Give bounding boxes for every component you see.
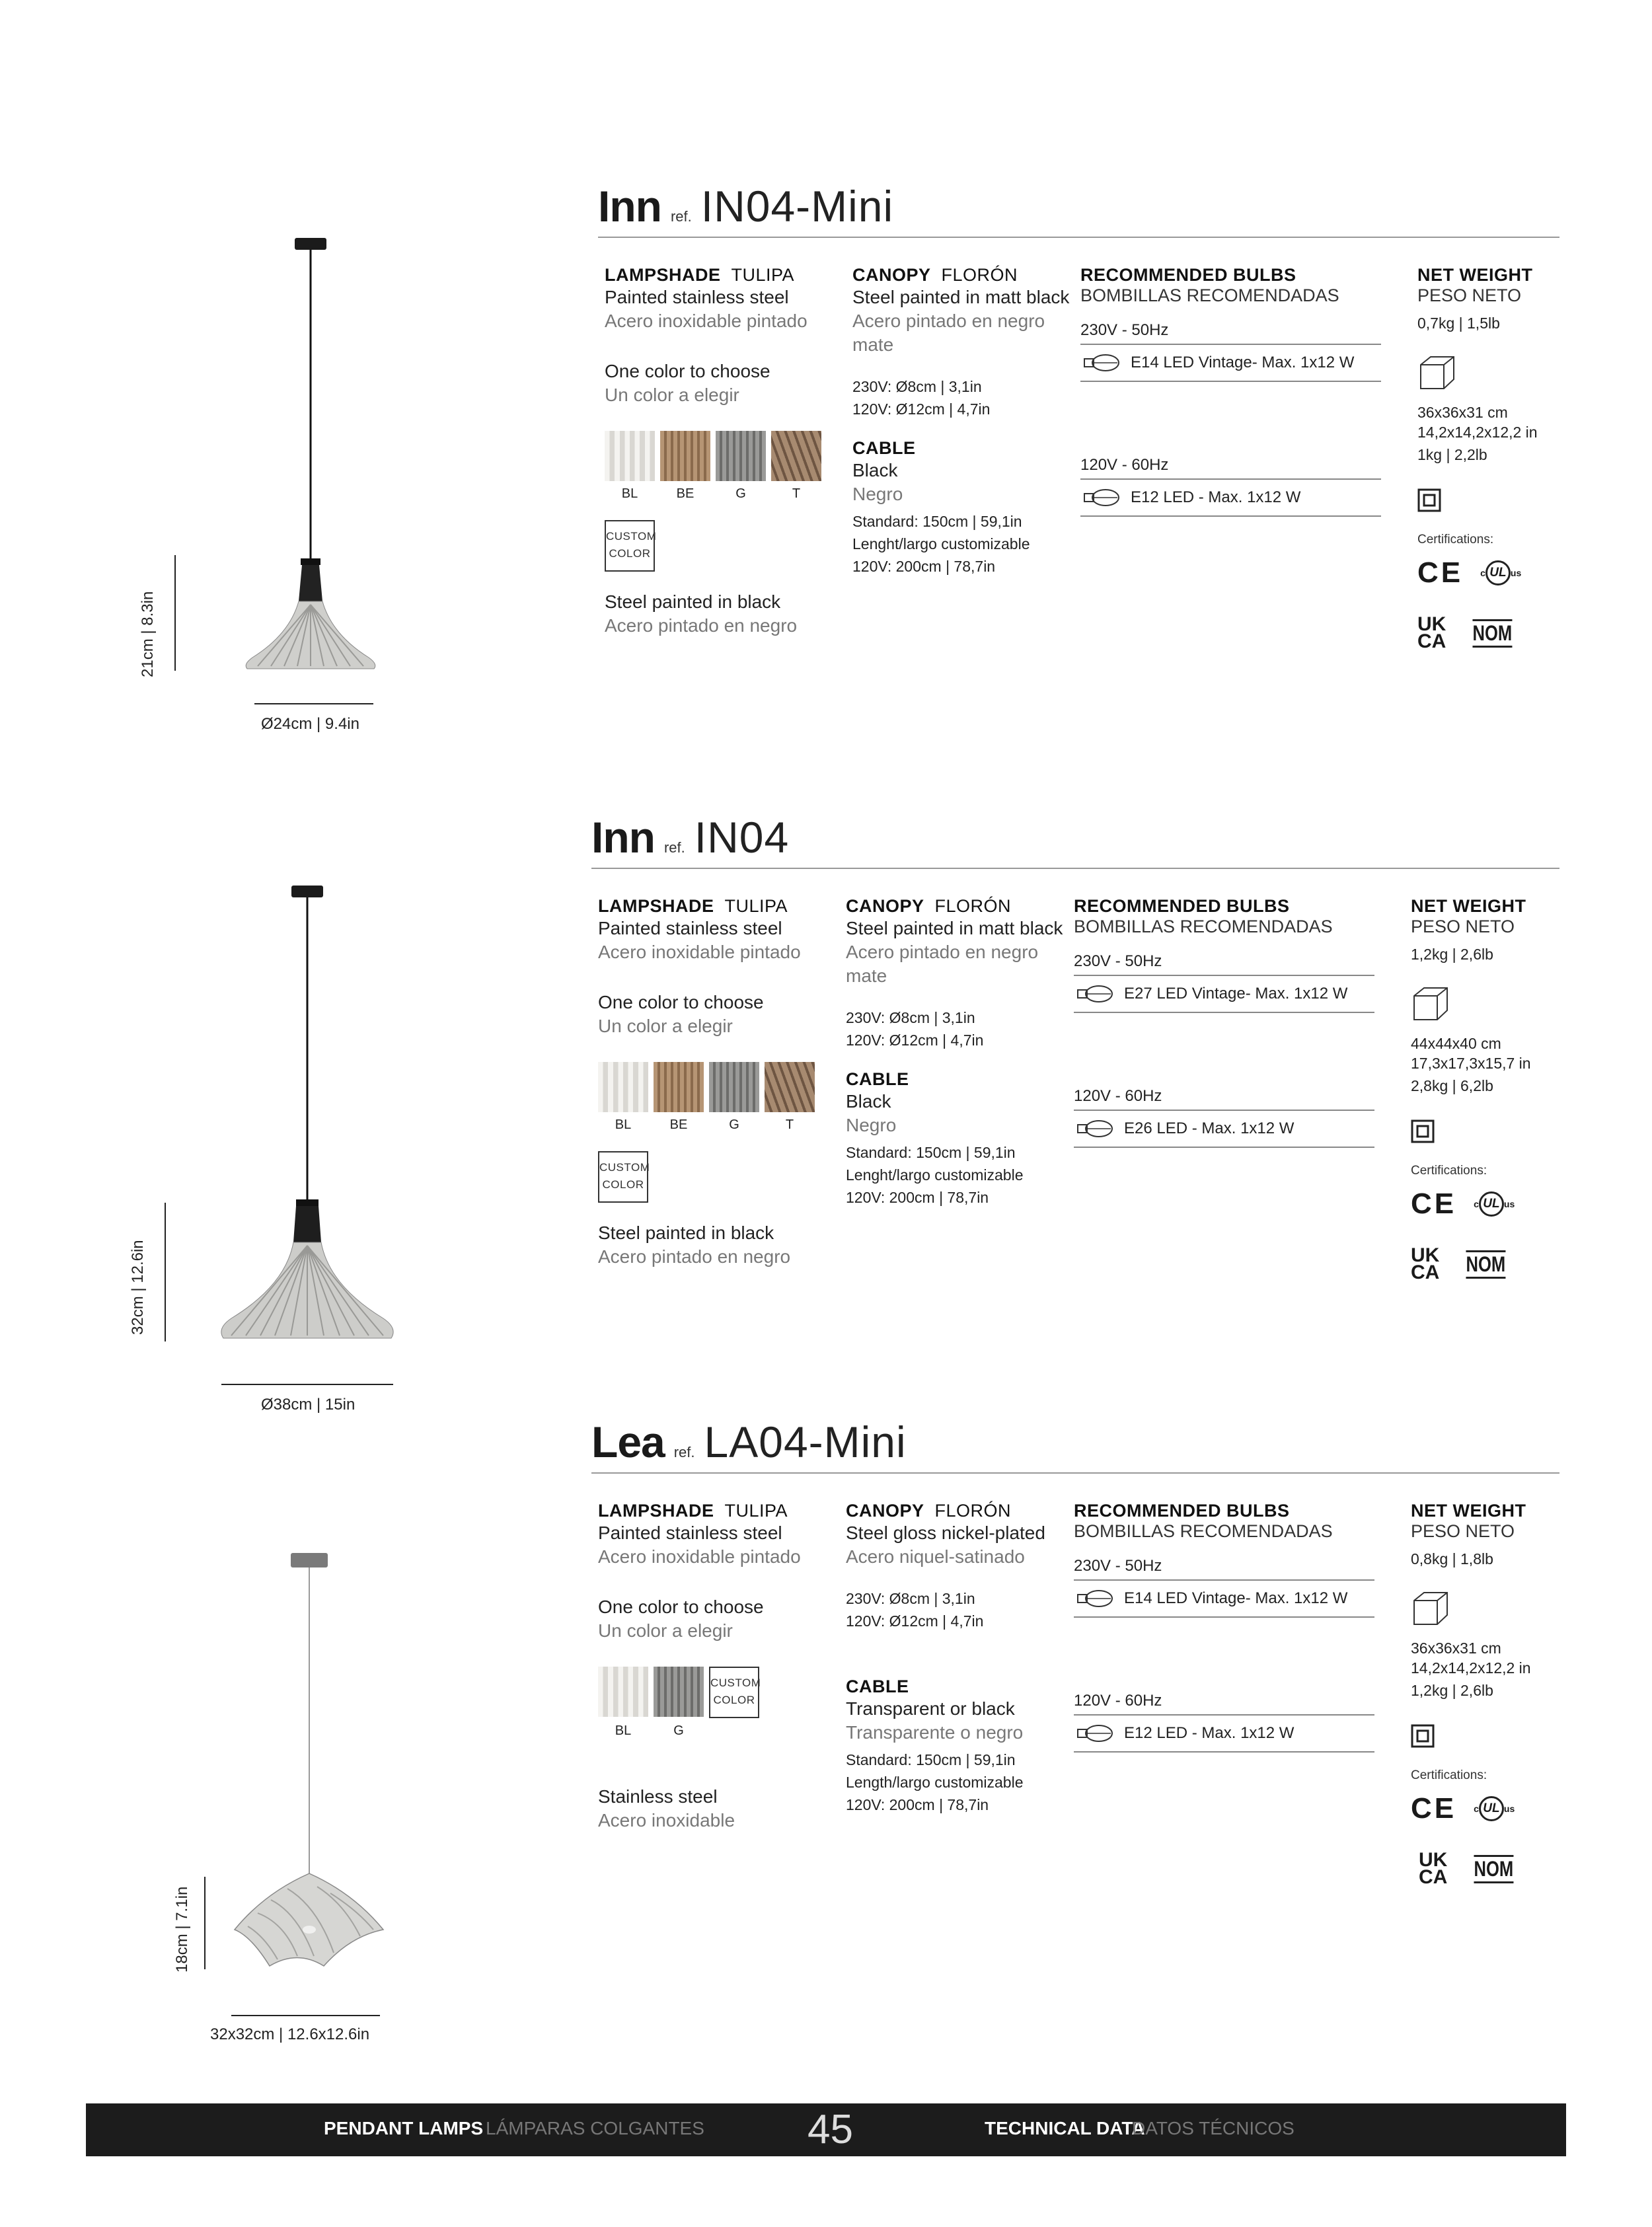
lamp-drawing [99, 1408, 562, 2055]
lampshade-heading-es: TULIPA [724, 896, 788, 916]
lamp-illustration [99, 172, 562, 767]
ce-mark: CE [1411, 1792, 1457, 1825]
ul-c-label: c [1474, 1803, 1479, 1814]
finish: Stainless steel [598, 1786, 718, 1807]
swatch-be[interactable] [654, 1062, 704, 1112]
canopy-column [852, 264, 1070, 578]
gross-weight: 1kg | 2,2lb [1417, 446, 1487, 463]
bulbs-column [1080, 264, 1391, 517]
cable-custom: Lenght/largo customizable [852, 535, 1030, 552]
cable-color: Black [852, 460, 898, 480]
footer-chapter-es: DATOS TÉCNICOS [1132, 2118, 1295, 2138]
net-weight: 0,7kg | 1,5lb [1417, 315, 1500, 332]
lampshade-material: Painted stainless steel [598, 1523, 782, 1543]
finish-es: Acero pintado en negro [605, 615, 798, 636]
ul-circle: UL [1479, 1191, 1504, 1217]
ref-label: ref. [673, 1444, 695, 1460]
bulbs-column [1074, 1500, 1384, 1753]
product-name: Inn [591, 813, 655, 862]
cert-row-2 [1411, 1849, 1583, 1888]
product-name: Lea [591, 1417, 665, 1466]
canopy-heading-es: FLORÓN [941, 265, 1018, 285]
certifications-label: Certifications: [1417, 533, 1494, 547]
box-size-in: 14,2x14,2x12,2 in [1417, 424, 1538, 441]
bulb-icon [1074, 1119, 1115, 1139]
canopy-size-230: 230V: Ø8cm | 3,1in [846, 1590, 975, 1607]
canopy-heading-es: FLORÓN [934, 896, 1012, 916]
bulb-230 [1074, 1581, 1374, 1618]
ul-c-label: c [1474, 1199, 1479, 1209]
canopy-size-230: 230V: Ø8cm | 3,1in [852, 378, 982, 395]
ul-circle: UL [1485, 560, 1511, 585]
bulb-120 [1074, 1111, 1374, 1148]
canopy-size-120: 120V: Ø12cm | 4,7in [846, 1612, 984, 1630]
ref-code: LA04-Mini [704, 1417, 907, 1466]
color-choice: One color to choose [598, 1597, 764, 1617]
product-inn [0, 803, 1652, 1414]
weight-column [1411, 895, 1583, 1281]
class-ii-icon [1411, 1724, 1435, 1748]
swatch-label: G [735, 486, 746, 501]
bulbs-heading-es: BOMBILLAS RECOMENDADAS [1080, 285, 1339, 305]
swatch-be[interactable] [660, 431, 710, 481]
voltage-230: 230V - 50Hz [1074, 1557, 1374, 1581]
custom-color-badge[interactable] [598, 1151, 648, 1203]
cable-heading: CABLE [846, 1677, 909, 1696]
swatch-g[interactable] [709, 1062, 759, 1112]
bulb-120-label: E12 LED - Max. 1x12 W [1124, 1724, 1295, 1742]
canopy-material-es: Acero pintado en negro mate [846, 942, 1039, 986]
lamp-drawing [99, 172, 562, 767]
box-icon [1411, 984, 1450, 1024]
net-weight: 1,2kg | 2,6lb [1411, 946, 1493, 963]
canopy-heading-es: FLORÓN [934, 1501, 1012, 1521]
width-dimension: Ø38cm | 15in [261, 1396, 356, 1414]
swatch-label: G [673, 1723, 684, 1738]
ul-c-label: c [1480, 568, 1485, 578]
cable-standard: Standard: 150cm | 59,1in [846, 1751, 1016, 1768]
canopy-column [846, 1500, 1064, 1816]
color-choice-es: Un color a elegir [605, 385, 739, 405]
nom-mark: NOM [1466, 1250, 1505, 1279]
weight-heading-es: PESO NETO [1411, 917, 1515, 936]
bulbs-heading: RECOMMENDED BULBS [1074, 1501, 1290, 1521]
bulb-120-label: E12 LED - Max. 1x12 W [1131, 488, 1301, 506]
weight-column [1411, 1500, 1583, 1886]
ul-us-label: us [1503, 1199, 1515, 1209]
cable-color-es: Transparente o negro [846, 1722, 1024, 1743]
color-choice-es: Un color a elegir [598, 1016, 733, 1036]
cable-standard: Standard: 150cm | 59,1in [852, 513, 1022, 530]
product-header [591, 1417, 1559, 1474]
bulb-icon [1074, 984, 1115, 1004]
canopy-material: Steel gloss nickel-plated [846, 1523, 1045, 1543]
cable-120v: 120V: 200cm | 78,7in [846, 1796, 989, 1813]
ul-circle: UL [1479, 1796, 1504, 1821]
bulb-230 [1080, 345, 1381, 382]
cable-120v: 120V: 200cm | 78,7in [846, 1189, 989, 1206]
canopy-column [846, 895, 1064, 1209]
canopy-size-120: 120V: Ø12cm | 4,7in [852, 400, 991, 418]
product-lea-mini [0, 1408, 1652, 2055]
cert-row-2 [1417, 613, 1589, 652]
page-footer [86, 2103, 1566, 2156]
ukca-mark: UK CA [1419, 1849, 1448, 1888]
lampshade-material-es: Acero inoxidable pintado [605, 311, 807, 331]
cable-color-es: Negro [852, 484, 903, 504]
swatch-g[interactable] [716, 431, 766, 481]
cert-row-1 [1411, 1792, 1583, 1825]
bulb-icon [1074, 1589, 1115, 1608]
cable-custom: Lenght/largo customizable [846, 1166, 1024, 1184]
gross-weight: 2,8kg | 6,2lb [1411, 1077, 1493, 1094]
nom-mark: NOM [1472, 619, 1512, 648]
bulbs-heading-es: BOMBILLAS RECOMENDADAS [1074, 917, 1333, 936]
lampshade-heading-es: TULIPA [731, 265, 795, 285]
cable-color: Black [846, 1091, 891, 1112]
color-label: COLOR [713, 1694, 755, 1706]
swatch-label: G [729, 1117, 739, 1132]
canopy-heading: CANOPY [852, 265, 931, 285]
lampshade-material: Painted stainless steel [598, 918, 782, 938]
finish-es: Acero pintado en negro [598, 1246, 791, 1267]
swatch-bl[interactable] [598, 1667, 648, 1717]
ul-us-label: us [1510, 568, 1522, 578]
height-dimension: 32cm | 12.6in [129, 1240, 147, 1335]
box-size-cm: 36x36x31 cm [1417, 404, 1508, 421]
cert-row-1 [1417, 556, 1589, 589]
ul-us-label: us [1503, 1803, 1515, 1814]
weight-column [1417, 264, 1589, 650]
finish: Steel painted in black [605, 591, 781, 612]
bulbs-heading: RECOMMENDED BULBS [1080, 265, 1296, 285]
custom-label: CUSTOM [710, 1677, 761, 1689]
bulb-230-label: E14 LED Vintage- Max. 1x12 W [1124, 1589, 1348, 1607]
swatch-label: T [785, 1117, 794, 1132]
cable-standard: Standard: 150cm | 59,1in [846, 1144, 1016, 1161]
ul-mark [1474, 1796, 1515, 1821]
color-choice: One color to choose [598, 992, 764, 1012]
bulb-230-label: E27 LED Vintage- Max. 1x12 W [1124, 985, 1348, 1002]
lampshade-material: Painted stainless steel [605, 287, 789, 307]
color-choice-es: Un color a elegir [598, 1620, 733, 1641]
cable-color-es: Negro [846, 1115, 897, 1135]
lampshade-column [598, 895, 836, 1269]
swatch-labels [605, 486, 843, 502]
cert-row-1 [1411, 1188, 1583, 1221]
swatch-g[interactable] [654, 1667, 704, 1717]
weight-heading: NET WEIGHT [1417, 265, 1533, 285]
cable-custom: Length/largo customizable [846, 1774, 1024, 1791]
voltage-120: 120V - 60Hz [1080, 456, 1381, 480]
canopy-size-230: 230V: Ø8cm | 3,1in [846, 1009, 975, 1026]
weight-heading-es: PESO NETO [1417, 285, 1522, 305]
swatch-t[interactable] [765, 1062, 815, 1112]
finish-es: Acero inoxidable [598, 1810, 735, 1831]
footer-section-en: PENDANT LAMPS [324, 2118, 484, 2138]
swatch-label: BL [615, 1117, 632, 1132]
ukca-mark: UK CA [1417, 613, 1446, 652]
cable-heading: CABLE [852, 438, 916, 458]
swatch-label: BE [669, 1117, 688, 1132]
certifications-label: Certifications: [1411, 1164, 1487, 1178]
weight-heading-es: PESO NETO [1411, 1521, 1515, 1541]
color-swatches [605, 431, 843, 481]
swatch-label: BL [621, 486, 638, 501]
ul-mark [1480, 560, 1521, 585]
ce-mark: CE [1417, 556, 1464, 589]
ce-mark: CE [1411, 1188, 1457, 1220]
swatch-bl[interactable] [605, 431, 655, 481]
finish: Steel painted in black [598, 1223, 774, 1243]
footer-chapter-en: TECHNICAL DATA [985, 2118, 1145, 2138]
custom-label: CUSTOM [599, 1161, 650, 1174]
width-dimension: Ø24cm | 9.4in [261, 715, 359, 733]
bulbs-heading: RECOMMENDED BULBS [1074, 896, 1290, 916]
width-dimension: 32x32cm | 12.6x12.6in [210, 2025, 370, 2043]
certifications-label: Certifications: [1411, 1768, 1487, 1782]
canopy-size-120: 120V: Ø12cm | 4,7in [846, 1032, 984, 1049]
canopy-material: Steel painted in matt black [846, 918, 1063, 938]
cable-color: Transparent or black [846, 1698, 1015, 1719]
bulb-120 [1074, 1716, 1374, 1753]
bulb-120 [1080, 480, 1381, 517]
net-weight: 0,8kg | 1,8lb [1411, 1550, 1493, 1567]
voltage-230: 230V - 50Hz [1074, 952, 1374, 976]
gross-weight: 1,2kg | 2,6lb [1411, 1682, 1493, 1699]
lamp-illustration [99, 803, 562, 1398]
box-size-cm: 36x36x31 cm [1411, 1640, 1501, 1657]
bulb-120-label: E26 LED - Max. 1x12 W [1124, 1119, 1295, 1137]
lampshade-material-es: Acero inoxidable pintado [598, 1546, 801, 1567]
color-label: COLOR [609, 547, 651, 560]
cable-heading: CABLE [846, 1069, 909, 1089]
voltage-120: 120V - 60Hz [1074, 1692, 1374, 1716]
product-header [598, 182, 1559, 238]
voltage-230: 230V - 50Hz [1080, 321, 1381, 345]
lamp-drawing [99, 803, 562, 1414]
lampshade-material-es: Acero inoxidable pintado [598, 942, 801, 962]
cable-120v: 120V: 200cm | 78,7in [852, 558, 996, 575]
ref-label: ref. [670, 208, 692, 225]
canopy-material-es: Acero niquel-satinado [846, 1546, 1025, 1567]
bulb-icon [1074, 1723, 1115, 1743]
lampshade-heading: LAMPSHADE [598, 1501, 714, 1521]
ref-code: IN04 [694, 813, 790, 862]
footer-section-es: LÁMPARAS COLGANTES [486, 2118, 704, 2138]
bulb-icon [1080, 488, 1121, 508]
page-number: 45 [807, 2107, 853, 2152]
swatch-labels [598, 1117, 836, 1133]
canopy-material: Steel painted in matt black [852, 287, 1070, 307]
box-size-in: 14,2x14,2x12,2 in [1411, 1659, 1531, 1677]
bulbs-column [1074, 895, 1384, 1148]
color-swatches [598, 1062, 836, 1112]
custom-color-badge[interactable] [605, 520, 655, 572]
product-inn-mini [0, 172, 1652, 767]
ul-mark [1474, 1191, 1515, 1217]
bulb-230 [1074, 976, 1374, 1013]
ref-code: IN04-Mini [700, 182, 894, 231]
ref-label: ref. [663, 839, 685, 856]
custom-color-badge[interactable] [709, 1667, 759, 1718]
box-icon [1417, 353, 1457, 393]
swatch-label: T [792, 486, 801, 501]
color-label: COLOR [602, 1178, 644, 1191]
bulb-230-label: E14 LED Vintage- Max. 1x12 W [1131, 354, 1355, 371]
custom-label: CUSTOM [606, 530, 657, 543]
class-ii-icon [1417, 488, 1441, 512]
canopy-heading: CANOPY [846, 1501, 924, 1521]
swatch-label: BL [615, 1723, 632, 1738]
swatch-labels [598, 1723, 836, 1739]
lamp-illustration [99, 1408, 562, 2055]
swatch-t[interactable] [771, 431, 821, 481]
voltage-120: 120V - 60Hz [1074, 1087, 1374, 1111]
class-ii-icon [1411, 1119, 1435, 1143]
lampshade-heading: LAMPSHADE [598, 896, 714, 916]
weight-heading: NET WEIGHT [1411, 1501, 1526, 1521]
box-size-in: 17,3x17,3x15,7 in [1411, 1055, 1531, 1072]
swatch-bl[interactable] [598, 1062, 648, 1112]
color-swatches [598, 1667, 836, 1718]
height-dimension: 21cm | 8.3in [139, 591, 157, 677]
bulb-icon [1080, 353, 1121, 373]
box-icon [1411, 1589, 1450, 1628]
ukca-mark: UK CA [1411, 1244, 1440, 1283]
lampshade-heading-es: TULIPA [724, 1501, 788, 1521]
product-name: Inn [598, 182, 661, 231]
color-choice: One color to choose [605, 361, 770, 381]
product-header [591, 813, 1559, 869]
lampshade-column [598, 1500, 836, 1832]
weight-heading: NET WEIGHT [1411, 896, 1526, 916]
canopy-heading: CANOPY [846, 896, 924, 916]
box-size-cm: 44x44x40 cm [1411, 1035, 1501, 1052]
bulbs-heading-es: BOMBILLAS RECOMENDADAS [1074, 1521, 1333, 1541]
lampshade-heading: LAMPSHADE [605, 265, 721, 285]
canopy-material-es: Acero pintado en negro mate [852, 311, 1045, 355]
nom-mark: NOM [1474, 1855, 1513, 1883]
cert-row-2 [1411, 1244, 1583, 1283]
swatch-label: BE [676, 486, 695, 501]
lampshade-column [605, 264, 843, 638]
height-dimension: 18cm | 7.1in [173, 1886, 191, 1973]
